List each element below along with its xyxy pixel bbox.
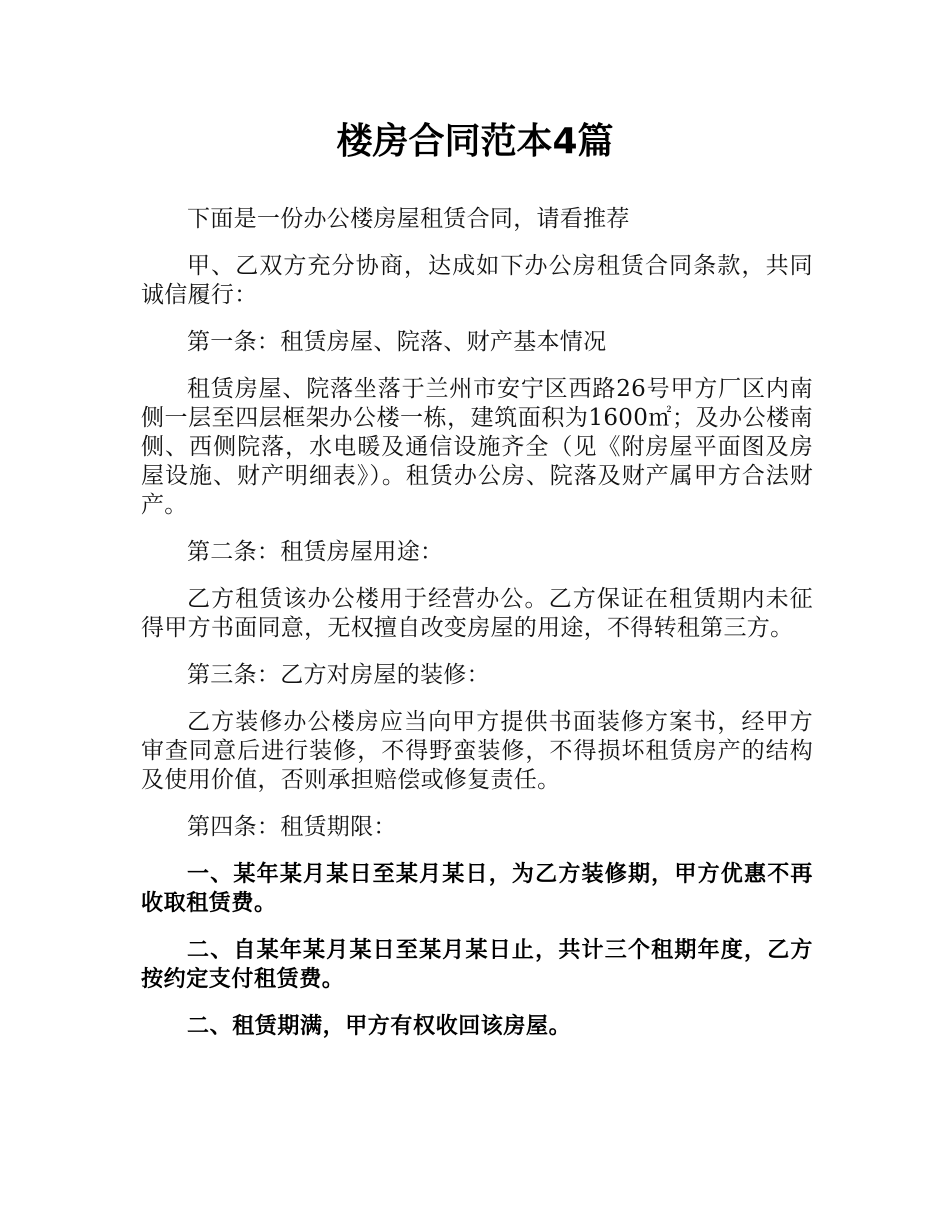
clause-4-item-2: 二、自某年某月某日至某月某日止，共计三个租期年度，乙方按约定支付租赁费。 [141,938,813,992]
clause-1-heading: 第一条：租赁房屋、院落、财产基本情况 [187,329,607,355]
document-body [141,205,813,1059]
clause-3-heading: 第三条：乙方对房屋的装修： [187,662,490,688]
clause-2-body: 乙方租赁该办公楼用于经营办公。乙方保证在租赁期内未征得甲方书面同意，无权擅自改变房屋的用途，不得转租第三方。 [141,586,813,641]
clause-4-heading: 第四条：租赁期限： [187,814,397,840]
paragraph-intro: 下面是一份办公楼房屋租赁合同，请看推荐 [187,206,630,232]
clause-4-item-3: 二、租赁期满，甲方有权收回该房屋。 [187,1014,572,1039]
paragraph-preamble: 甲、乙双方充分协商，达成如下办公房租赁合同条款，共同诚信履行： [141,253,813,308]
clause-1-body: 租赁房屋、院落坐落于兰州市安宁区西路26号甲方厂区内南侧一层至四层框架办公楼一栋，建筑面积为1600㎡；及办公楼南侧、西侧院落，水电暖及通信设施齐全（见《附房屋平面图及房屋设施、财产明细表》）。租赁办公房、院落及财产属甲方合法财产。 [141,376,813,518]
clause-4-item-1: 一、某年某月某日至某月某日，为乙方装修期，甲方优惠不再收取租赁费。 [141,862,813,916]
document-title: 楼房合同范本4篇 [336,121,614,162]
clause-3-body: 乙方装修办公楼房应当向甲方提供书面装修方案书，经甲方审查同意后进行装修，不得野蛮装修，不得损坏租赁房产的结构及使用价值，否则承担赔偿或修复责任。 [141,709,813,793]
clause-2-heading: 第二条：租赁房屋用途： [187,539,444,565]
